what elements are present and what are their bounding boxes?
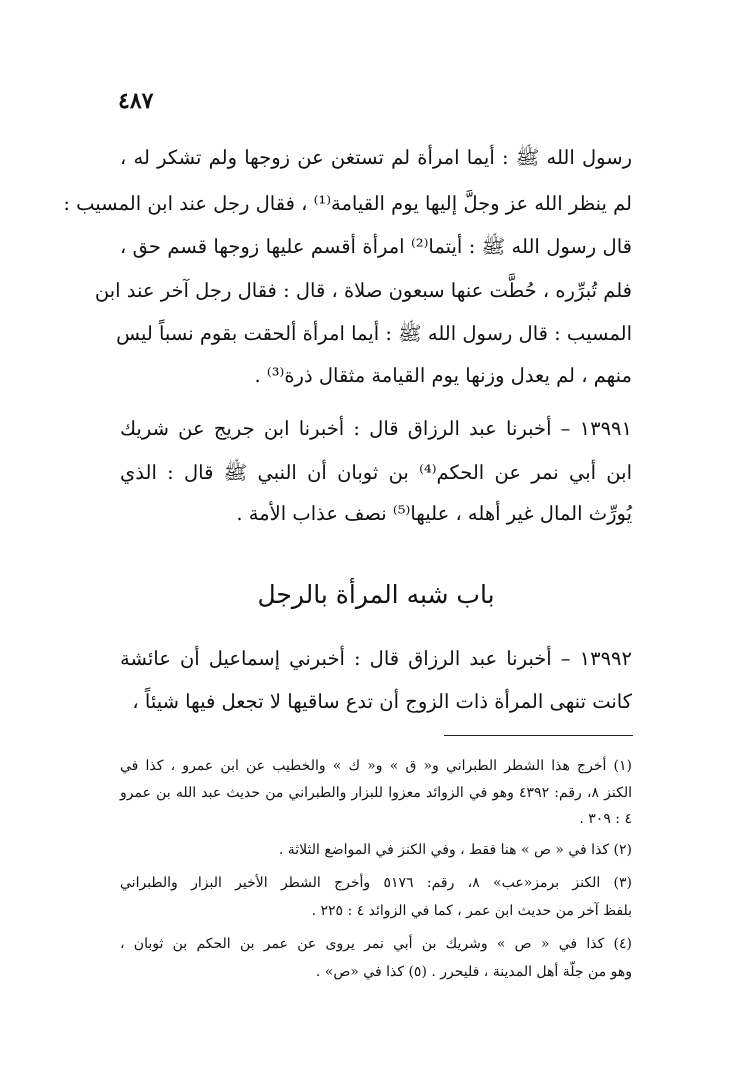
footnote-line: وهو من جلّة أهل المدينة ، فليحرر . (٥) كذا في «ص» .: [315, 964, 632, 980]
footnote-line: (٢) كذا في « ص » هنا فقط ، وفي الكنز في المواضع الثلاثة .: [278, 842, 632, 858]
text-line: كانت تنهى المرأة ذات الزوج أن تدع ساقيها لا تجعل فيها شيئاً ،: [132, 690, 632, 713]
footnote-line: (٤) كذا في « ص » وشريك بن أبي نمر يروى عن عمر بن الحكم بن ثوبان ،: [120, 936, 632, 952]
chapter-heading: باب شبه المرأة بالرجل: [257, 580, 495, 609]
text-line: رسول الله ﷺ : أيما امرأة لم تستغن عن زوجها ولم تشكر له ،: [120, 146, 632, 169]
footnote-divider: [444, 735, 633, 736]
text-line: المسيب : قال رسول الله ﷺ : أيما امرأة ألحقت بقوم نسباً ليس: [116, 322, 632, 345]
text-line: ١٣٩٩٢ – أخبرنا عبد الرزاق قال : أخبرني إسماعيل أن عائشة: [120, 647, 632, 670]
text-line: لم ينظر الله عز وجلَّ إليها يوم القيامة⁽¹⁾ ، فقال رجل عند ابن المسيب :: [63, 192, 632, 215]
text-line: ابن أبي نمر عن الحكم⁽⁴⁾ بن ثوبان أن النبي ﷺ قال : الذي: [120, 461, 632, 484]
text-line: فلم تُبرِّره ، حُطَّت عنها سبعون صلاة ، قال : فقال رجل آخر عند ابن: [94, 279, 632, 302]
text-line: قال رسول الله ﷺ : أيتما⁽²⁾ امرأة أقسم عليها زوجها قسم حق ،: [120, 235, 632, 258]
text-line: يُورِّث المال غير أهله ، عليها⁽⁵⁾ نصف عذاب الأمة .: [236, 502, 632, 525]
text-line: منهم ، لم يعدل وزنها يوم القيامة مثقال ذرة⁽³⁾ .: [254, 364, 632, 387]
footnote-line: الكنز ٨، رقم: ٤٣٩٢ وهو في الزوائد معزوا للبزار والطبراني من حديث عبد الله بن عمرو: [120, 785, 633, 801]
footnote-line: (١) أخرج هذا الشطر الطبراني و« ق » و« ك » والخطيب عن ابن عمرو ، كذا في: [120, 758, 632, 774]
footnote-line: ٤ : ٣٠٩ .: [579, 811, 632, 827]
footnote-line: (٣) الكنز برمز«عب» ٨، رقم: ٥١٧٦ وأخرج الشطر الأخير البزار والطبراني: [120, 875, 633, 891]
page-number: ٤٨٧: [118, 88, 154, 114]
text-line: ١٣٩٩١ – أخبرنا عبد الرزاق قال : أخبرنا ابن جريج عن شريك: [120, 417, 632, 440]
footnote-line: بلفظ آخر من حديث ابن عمر ، كما في الزوائد ٤ : ٢٢٥ .: [311, 903, 632, 919]
